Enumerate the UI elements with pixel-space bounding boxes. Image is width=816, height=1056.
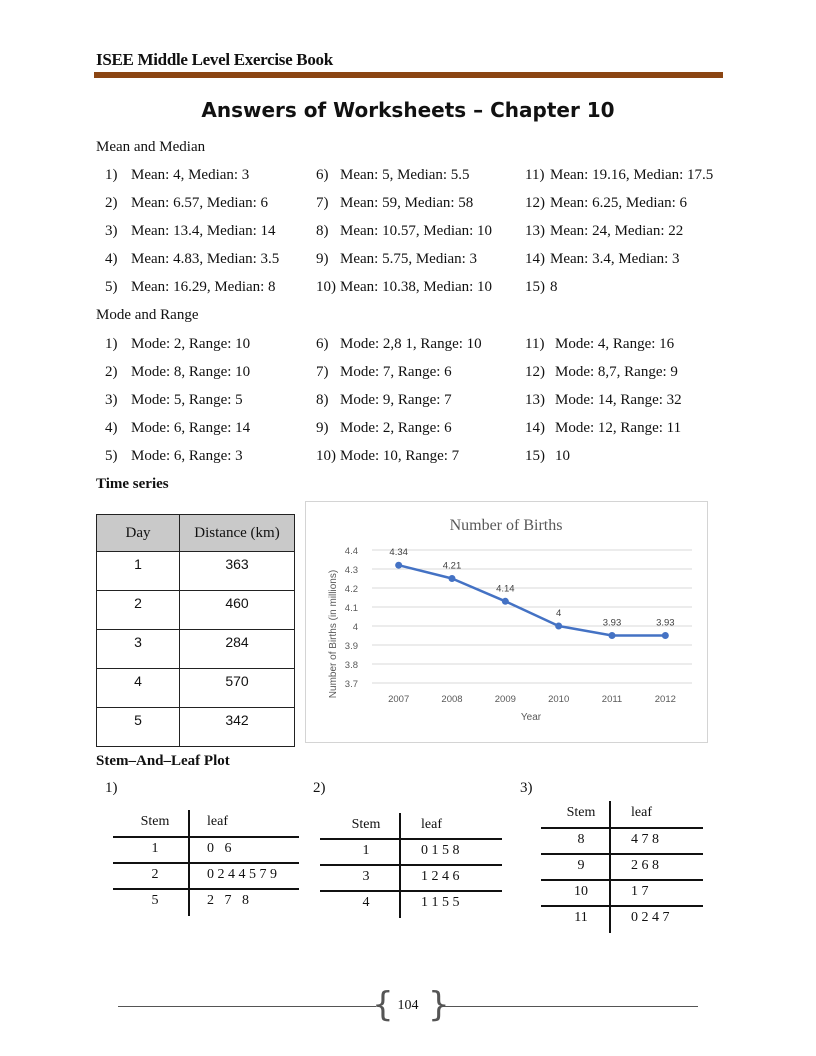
- table-row: [97, 708, 295, 747]
- row-divider: [541, 827, 703, 829]
- answer-text: Mode: 6, Range: 3: [131, 448, 243, 464]
- stem-value: 10: [574, 884, 588, 899]
- page-title: Answers of Worksheets – Chapter 10: [201, 98, 615, 122]
- section-title-mode-range: Mode and Range: [96, 307, 199, 323]
- answer-text: Mode: 4, Range: 16: [555, 336, 675, 352]
- births-line-chart: [305, 501, 708, 743]
- row-divider: [541, 879, 703, 881]
- x-tick-label: 2007: [388, 694, 410, 705]
- y-tick-label: 4.4: [344, 546, 358, 557]
- plot-label: 1): [105, 780, 118, 796]
- answer-text: Mean: 4.83, Median: 3.5: [131, 251, 280, 267]
- x-tick-label: 2011: [601, 694, 623, 705]
- answer-text: Mean: 10.38, Median: 10: [340, 279, 493, 295]
- table-cell: 460: [180, 591, 295, 630]
- data-label: 4.34: [389, 547, 408, 559]
- answer-number: 7): [316, 364, 329, 380]
- answer-number: 12): [525, 364, 545, 380]
- table-row: [97, 630, 295, 669]
- stem-value: 9: [577, 858, 585, 873]
- y-tick-label: 4.2: [344, 584, 358, 595]
- answer-text: Mean: 59, Median: 58: [340, 195, 474, 211]
- answer-text: Mean: 19.16, Median: 17.5: [550, 167, 714, 183]
- row-divider: [320, 890, 502, 892]
- answer-number: 2): [105, 195, 118, 211]
- table-header-distance: Distance (km): [180, 515, 295, 552]
- data-label: 3.93: [656, 617, 675, 629]
- answer-text: Mean: 5.75, Median: 3: [340, 251, 478, 267]
- data-label: 4: [556, 608, 562, 619]
- answer-number: 5): [105, 279, 118, 295]
- stem-leaf-divider: [188, 810, 190, 916]
- y-tick-label: 3.7: [344, 679, 358, 690]
- table-cell: 3: [97, 630, 180, 669]
- plot-label: 2): [313, 780, 326, 796]
- answer-number: 7): [316, 195, 329, 211]
- leaf-values: 0 1 5 8: [421, 843, 460, 858]
- table-row: [97, 591, 295, 630]
- answer-text: Mode: 2, Range: 6: [340, 420, 452, 436]
- table-header-day: Day: [97, 515, 180, 552]
- section-title-time-series: Time series: [96, 476, 169, 492]
- stem-leaf-divider: [609, 801, 611, 933]
- answer-text: Mode: 6, Range: 14: [131, 420, 251, 436]
- answer-number: 4): [105, 420, 118, 436]
- answer-number: 14): [525, 251, 545, 267]
- chart-title: Number of Births: [449, 517, 563, 534]
- table-cell: 2: [97, 591, 180, 630]
- y-tick-label: 4: [352, 622, 358, 633]
- answer-number: 8): [316, 223, 329, 239]
- answer-text: Mode: 8,7, Range: 9: [555, 364, 678, 380]
- stem-value: 5: [151, 893, 159, 908]
- section-title-mean-median: Mean and Median: [96, 139, 206, 155]
- series-line: [399, 565, 666, 635]
- table-cell: 5: [97, 708, 180, 747]
- chart-svg: [306, 502, 707, 742]
- data-point: [662, 632, 669, 639]
- row-divider: [541, 853, 703, 855]
- table-cell: 4: [97, 669, 180, 708]
- row-divider: [320, 838, 502, 840]
- answer-number: 9): [316, 420, 329, 436]
- stem-header: Stem: [566, 805, 596, 820]
- answer-text: Mode: 14, Range: 32: [555, 392, 682, 408]
- answer-text: Mode: 7, Range: 6: [340, 364, 452, 380]
- answer-text: Mode: 12, Range: 11: [555, 420, 682, 436]
- x-tick-label: 2009: [494, 694, 516, 705]
- answer-number: 1): [105, 336, 118, 352]
- answer-text: Mean: 10.57, Median: 10: [340, 223, 493, 239]
- y-tick-label: 3.9: [344, 641, 358, 652]
- answer-text: 10: [555, 448, 570, 464]
- leaf-values: 0 6: [207, 841, 232, 856]
- leaf-values: 0 2 4 7: [631, 910, 670, 925]
- answer-number: 5): [105, 448, 118, 464]
- footer-rule-right: [440, 1006, 698, 1007]
- stem-header: Stem: [140, 814, 170, 829]
- leaf-header: leaf: [207, 814, 228, 829]
- table-cell: 284: [180, 630, 295, 669]
- answer-number: 15): [525, 279, 545, 295]
- answer-text: Mean: 5, Median: 5.5: [340, 167, 470, 183]
- stem-value: 2: [151, 867, 159, 882]
- book-title: ISEE Middle Level Exercise Book: [96, 50, 333, 69]
- answer-text: Mean: 6.25, Median: 6: [550, 195, 688, 211]
- table-cell: 363: [180, 552, 295, 591]
- answer-number: 11): [525, 167, 545, 183]
- row-divider: [113, 862, 299, 864]
- stem-value: 3: [362, 869, 370, 884]
- leaf-values: 1 1 5 5: [421, 895, 460, 910]
- answer-text: Mode: 9, Range: 7: [340, 392, 452, 408]
- y-tick-label: 4.3: [344, 565, 358, 576]
- answer-text: Mean: 4, Median: 3: [131, 167, 250, 183]
- answer-number: 6): [316, 167, 329, 183]
- header-rule: [94, 72, 723, 78]
- leaf-values: 0 2 4 4 5 7 9: [207, 867, 277, 882]
- answer-text: Mode: 5, Range: 5: [131, 392, 243, 408]
- table-cell: 342: [180, 708, 295, 747]
- x-tick-label: 2008: [441, 694, 463, 705]
- leaf-header: leaf: [631, 805, 652, 820]
- right-brace-icon: }: [428, 985, 450, 1025]
- answer-text: Mean: 24, Median: 22: [550, 223, 684, 239]
- answer-text: Mode: 2,8 1, Range: 10: [340, 336, 482, 352]
- answer-text: Mode: 10, Range: 7: [340, 448, 460, 464]
- answer-text: 8: [550, 279, 558, 295]
- leaf-values: 2 6 8: [631, 858, 659, 873]
- leaf-values: 2 7 8: [207, 893, 249, 908]
- data-point: [502, 598, 509, 605]
- answer-text: Mean: 16.29, Median: 8: [131, 279, 276, 295]
- stem-value: 11: [574, 910, 588, 925]
- answer-number: 13): [525, 392, 545, 408]
- data-point: [449, 575, 456, 582]
- stem-leaf-divider: [399, 813, 401, 918]
- answer-number: 8): [316, 392, 329, 408]
- data-label: 4.14: [496, 583, 515, 595]
- answer-number: 9): [316, 251, 329, 267]
- leaf-values: 1 2 4 6: [421, 869, 460, 884]
- answer-number: 10): [316, 448, 336, 464]
- plot-label: 3): [520, 780, 533, 796]
- row-divider: [541, 905, 703, 907]
- data-point: [555, 623, 562, 630]
- answer-number: 12): [525, 195, 545, 211]
- x-axis-label: Year: [520, 712, 542, 723]
- stem-value: 1: [362, 843, 370, 858]
- row-divider: [113, 888, 299, 890]
- x-tick-label: 2012: [654, 694, 676, 705]
- answer-text: Mode: 2, Range: 10: [131, 336, 251, 352]
- leaf-values: 1 7: [631, 884, 649, 899]
- answer-text: Mean: 6.57, Median: 6: [131, 195, 269, 211]
- section-title-stem-leaf: Stem–And–Leaf Plot: [96, 753, 230, 769]
- stem-value: 1: [151, 841, 159, 856]
- x-tick-label: 2010: [548, 694, 570, 705]
- answer-number: 11): [525, 336, 545, 352]
- y-axis-label: Number of Births (in millions): [328, 569, 339, 699]
- answer-number: 4): [105, 251, 118, 267]
- answer-number: 13): [525, 223, 545, 239]
- data-point: [395, 562, 402, 569]
- answer-number: 3): [105, 392, 118, 408]
- answer-number: 2): [105, 364, 118, 380]
- row-divider: [320, 864, 502, 866]
- leaf-header: leaf: [421, 817, 442, 832]
- answer-text: Mean: 13.4, Median: 14: [131, 223, 276, 239]
- answer-text: Mean: 3.4, Median: 3: [550, 251, 680, 267]
- data-label: 3.93: [602, 617, 622, 629]
- answer-text: Mode: 8, Range: 10: [131, 364, 251, 380]
- answer-number: 1): [105, 167, 118, 183]
- leaf-values: 4 7 8: [631, 832, 659, 847]
- answer-number: 3): [105, 223, 118, 239]
- stem-value: 4: [362, 895, 370, 910]
- answer-number: 15): [525, 448, 545, 464]
- y-tick-label: 3.8: [344, 660, 358, 671]
- table-cell: 570: [180, 669, 295, 708]
- page-number: 104: [397, 998, 419, 1013]
- stem-value: 8: [577, 832, 585, 847]
- table-cell: 1: [97, 552, 180, 591]
- table-row: [97, 669, 295, 708]
- row-divider: [113, 836, 299, 838]
- time-series-table: [96, 514, 295, 747]
- answer-number: 14): [525, 420, 545, 436]
- data-point: [609, 632, 616, 639]
- data-label: 4.21: [442, 560, 462, 572]
- answer-number: 6): [316, 336, 329, 352]
- stem-header: Stem: [351, 817, 381, 832]
- footer-rule-left: [118, 1006, 376, 1007]
- table-row: [97, 552, 295, 591]
- y-tick-label: 4.1: [344, 603, 358, 614]
- answer-number: 10): [316, 279, 336, 295]
- left-brace-icon: {: [372, 985, 394, 1025]
